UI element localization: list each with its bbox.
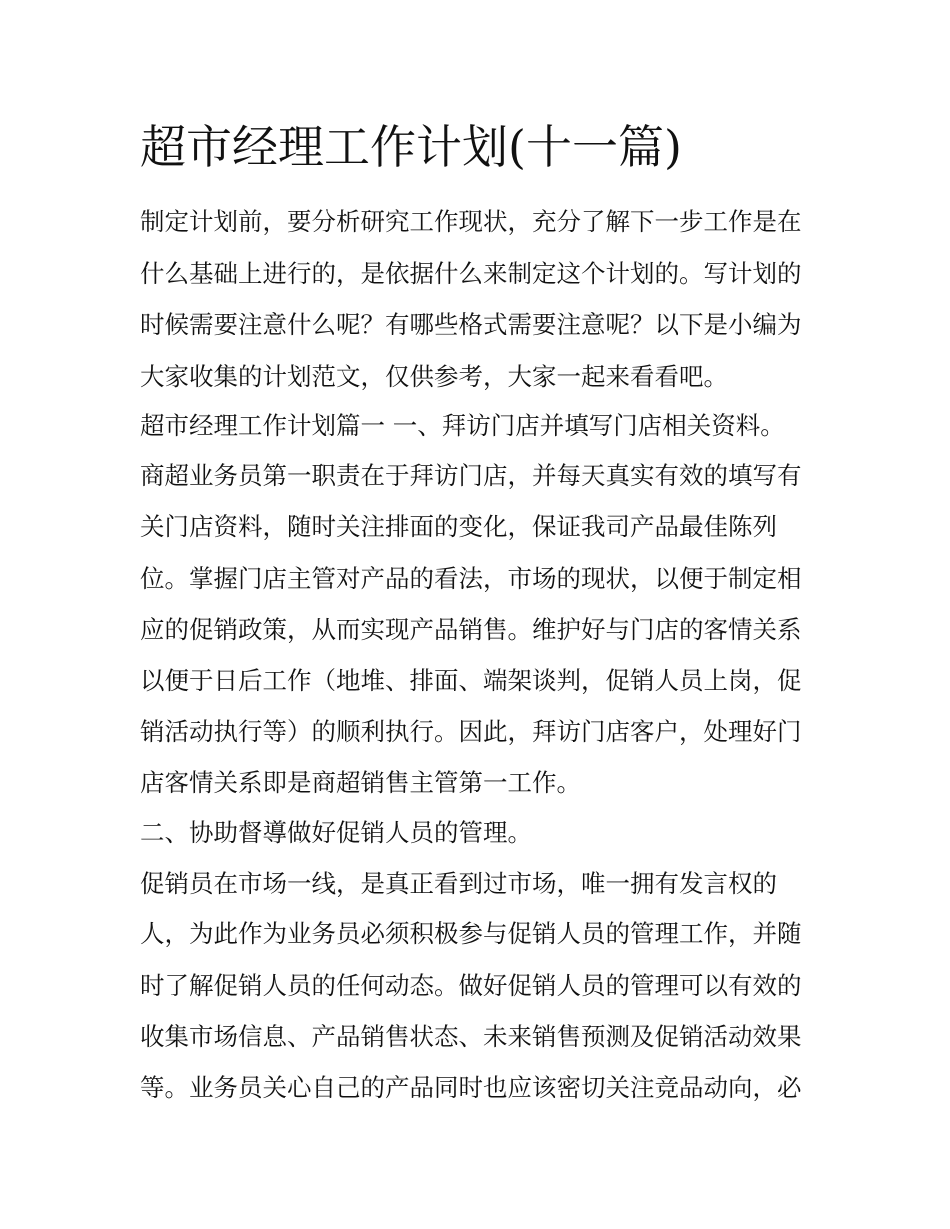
paragraph-line: 超市经理工作计划篇一 一、拜访门店并填写门店相关资料。 <box>140 411 785 440</box>
paragraph-line: 收集市场信息、产品销售状态、未来销售预测及促销活动效果 <box>140 1022 802 1051</box>
paragraph-line: 等。业务员关心自己的产品同时也应该密切关注竞品动向，必 <box>140 1073 802 1102</box>
paragraph-line: 应的促销政策，从而实现产品销售。维护好与门店的客情关系 <box>140 615 802 644</box>
paragraph-line: 什么基础上进行的，是依据什么来制定这个计划的。写计划的 <box>140 259 802 288</box>
paragraph-line: 以便于日后工作（地堆、排面、端架谈判，促销人员上岗，促 <box>140 666 802 695</box>
paragraph-line: 销活动执行等）的顺利执行。因此，拜访门店客户，处理好门 <box>140 717 802 746</box>
paragraph-line: 时了解促销人员的任何动态。做好促销人员的管理可以有效的 <box>140 971 802 1000</box>
paragraph-line: 促销员在市场一线，是真正看到过市场，唯一拥有发言权的 <box>140 869 777 898</box>
paragraph-line: 二、协助督導做好促销人员的管理。 <box>140 818 532 847</box>
paragraph-line: 关门店资料，随时关注排面的变化，保证我司产品最佳陈列 <box>140 512 777 541</box>
document-title: 超市经理工作计划(十一篇) <box>140 120 682 174</box>
paragraph-line: 位。掌握门店主管对产品的看法，市场的现状，以便于制定相 <box>140 564 802 593</box>
paragraph-line: 制定计划前，要分析研究工作现状，充分了解下一步工作是在 <box>140 207 802 236</box>
paragraph-line: 商超业务员第一职责在于拜访门店，并每天真实有效的填写有 <box>140 461 802 490</box>
paragraph-line: 店客情关系即是商超销售主管第一工作。 <box>140 768 581 797</box>
paragraph-line: 时候需要注意什么呢？有哪些格式需要注意呢？以下是小编为 <box>140 310 802 339</box>
paragraph-line: 大家收集的计划范文，仅供参考，大家一起来看看吧。 <box>140 362 728 391</box>
paragraph-line: 人，为此作为业务员必须积极参与促销人员的管理工作，并随 <box>140 919 802 948</box>
